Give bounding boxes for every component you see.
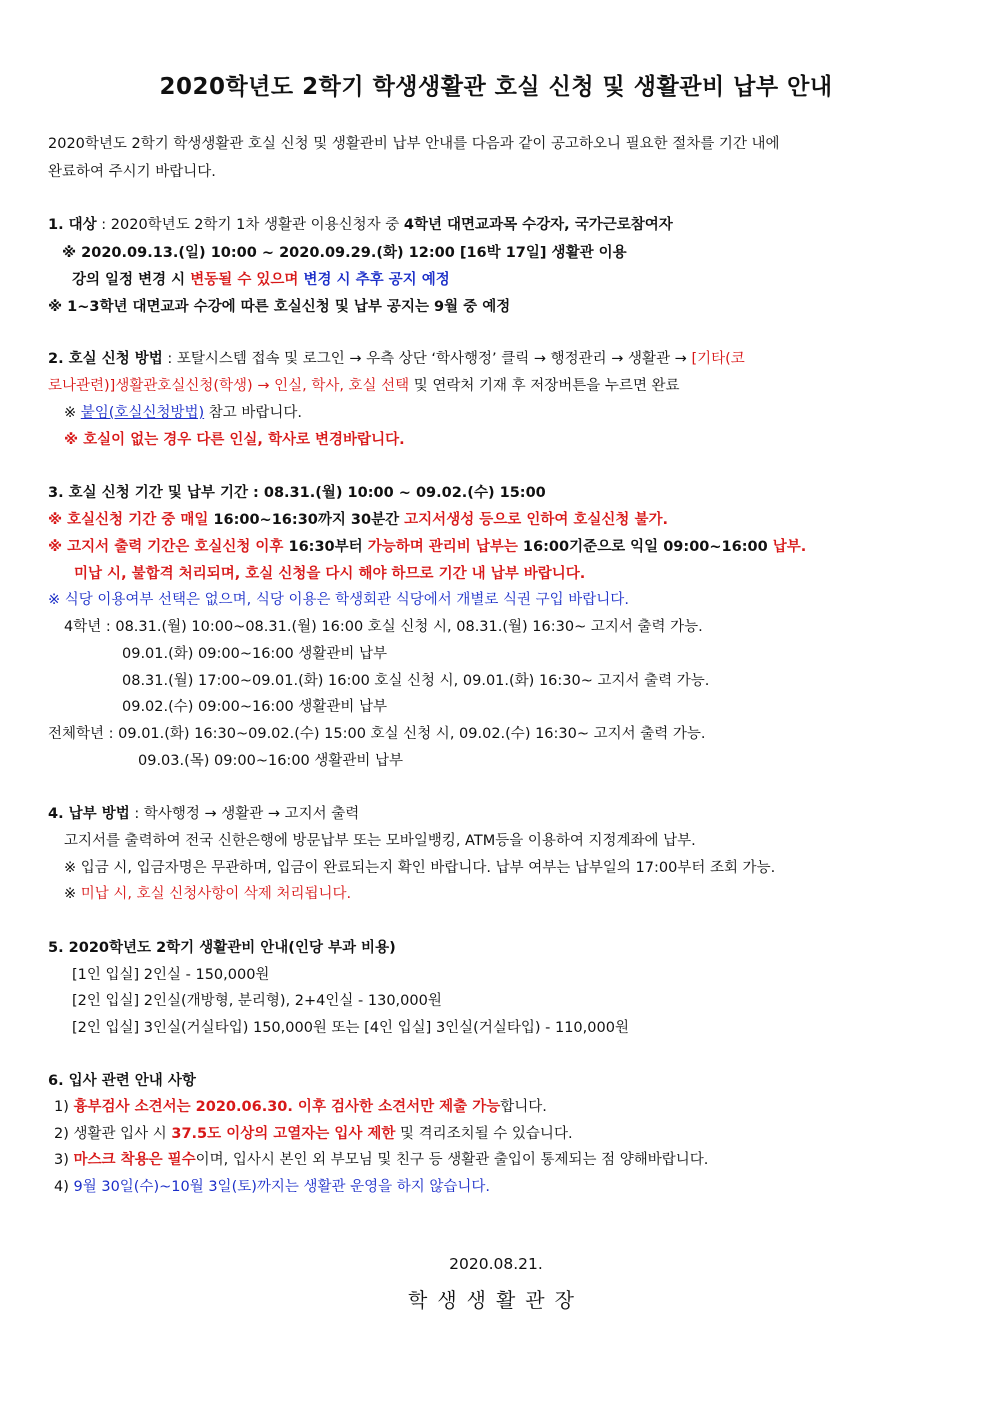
notice-item-4 [54,1177,490,1197]
section-4-warning: 미납 시, 호실 신청사항이 삭제 처리됩니다. [80,886,352,902]
fee-row-2: [2인 입실] 2인실(개방형, 분리형), 2+4인실 - 130,000원 [72,993,442,1009]
item-4-blue: 9월 30일(수)~10월 3일(토)까지는 생활관 운영을 하지 않습니다. [73,1179,491,1195]
section-2-menu-red: [기타(코 [691,351,745,367]
section-4-heading: 4. 납부 방법 [48,806,130,822]
rule-1-c: 고지서생성 등으로 인하여 호실신청 불가. [399,512,668,528]
section-2-reference [64,403,302,423]
rule-1-a: ※ 호실신청 기간 중 매일 [48,512,214,528]
item-4-number: 4) [54,1179,74,1195]
notice-item-1 [54,1097,547,1117]
notice-item-3 [54,1150,708,1170]
section-2-warning: ※ 호실이 없는 경우 다른 인실, 학사로 변경바랍니다. [64,432,405,448]
item-3-red: 마스크 착용은 필수 [73,1152,196,1168]
section-6-heading: 6. 입사 관련 안내 사항 [48,1073,196,1089]
change-red-text: 변동될 수 있으며 [190,272,304,288]
grade4-schedule-1: 4학년 : 08.31.(월) 10:00~08.31.(월) 16:00 호실 신청 시, 08.31.(월) 16:30~ 고지서 출력 가능. [64,619,703,635]
item-1-tail: 합니다. [500,1099,547,1115]
rule-2-deadline: 16:00기준으로 익일 09:00~16:00 [522,539,768,555]
section-1-target [48,215,673,235]
warning-mark: ※ [64,886,81,902]
rule-2-a: ※ 고지서 출력 기간은 호실신청 이후 [48,539,289,555]
section-1-note: ※ 1~3학년 대면교과 수강에 따른 호실신청 및 납부 공지는 9월 중 예정 [48,299,511,315]
section-2-line-1 [48,349,745,369]
item-2-red: 37.5도 이상의 고열자는 입사 제한 [171,1126,396,1142]
section-3-rule-3: 미납 시, 불합격 처리되며, 호실 신청을 다시 해야 하므로 기간 내 납부 바랍니다. [74,566,586,582]
item-3-tail: 이며, 입사시 본인 외 부모님 및 친구 등 생활관 출입이 통제되는 점 양해바랍니다. [195,1152,709,1168]
section-1-change-notice [72,270,450,290]
grade4-schedule-2: 09.01.(화) 09:00~16:00 생활관비 납부 [122,646,388,662]
section-3-heading: 3. 호실 신청 기간 및 납부 기간 : 08.31.(월) 10:00 ~ 09.02.(수) 15:00 [48,485,546,501]
rule-2-e: 납부. [767,539,807,555]
item-2-text: 2) 생활관 입사 시 [54,1126,172,1142]
page-title: 2020학년도 2학기 학생생활관 호실 신청 및 생활관비 납부 안내 [159,74,833,100]
notice-date: 2020.08.21. [449,1255,543,1273]
section-2-steps: : 포탈시스템 접속 및 로그인 → 우측 상단 ‘학사행정’ 클릭 → 행정관리 → 생활관 → [162,351,692,367]
intro-line-1: 2020학년도 2학기 학생생활관 호실 신청 및 생활관비 납부 안내를 다음과 같이 공고하오니 필요한 절차를 기간 내에 [48,136,780,152]
rule-2-c: 가능하며 관리비 납부는 [362,539,523,555]
fee-row-1: [1인 입실] 2인실 - 150,000원 [72,967,270,983]
intro-line-2: 완료하여 주시기 바랍니다. [48,164,216,180]
item-1-red: 흉부검사 소견서는 2020.06.30. 이후 검사한 소견서만 제출 가능 [73,1099,501,1115]
issuer-signature: 학생생활관장 [408,1288,584,1312]
section-4-line-3: ※ 입금 시, 입금자명은 무관하며, 입금이 완료되는지 확인 바랍니다. 납부 여부는 납부일의 17:00부터 조회 가능. [64,860,776,876]
section-4-line-2: 고지서를 출력하여 전국 신한은행에 방문납부 또는 모바일뱅킹, ATM등을 이용하여 지정계좌에 납부. [64,833,696,849]
rule-1-time: 16:00~16:30까지 30분간 [213,512,400,528]
rule-2-time: 16:30부터 [288,539,363,555]
item-1-number: 1) [54,1099,74,1115]
section-4-line-4 [64,884,351,904]
all-grades-schedule-2: 09.03.(목) 09:00~16:00 생활관비 납부 [138,753,404,769]
section-1-text: : 2020학년도 2학기 1차 생활관 이용신청자 중 [96,217,404,233]
section-3-rule-2 [48,537,806,557]
grade4-schedule-3: 08.31.(월) 17:00~09.01.(화) 16:00 호실 신청 시, 09.01.(화) 16:30~ 고지서 출력 가능. [122,673,710,689]
section-3-rule-1 [48,510,668,530]
notice-item-2 [54,1124,573,1144]
section-2-menu-red-2: 로나관련)]생활관호실신청(학생) → 인실, 학사, 호실 선택 [48,378,410,394]
attachment-link[interactable]: 붙임(호실신청방법) [80,405,205,421]
section-3-cafeteria-note: ※ 식당 이용여부 선택은 없으며, 식당 이용은 학생회관 식당에서 개별로 식권 구입 바랍니다. [48,592,629,608]
change-blue-text: 변경 시 추후 공지 예정 [303,272,450,288]
section-1-target-group: 4학년 대면교과목 수강자, 국가근로참여자 [403,217,673,233]
section-1-period: ※ 2020.09.13.(일) 10:00 ~ 2020.09.29.(화) 12:00 [16박 17일] 생활관 이용 [62,245,627,261]
section-1-heading: 1. 대상 [48,217,97,233]
all-grades-schedule-1: 전체학년 : 09.01.(화) 16:30~09.02.(수) 15:00 호실 신청 시, 09.02.(수) 16:30~ 고지서 출력 가능. [48,726,706,742]
item-2-tail: 및 격리조치될 수 있습니다. [395,1126,573,1142]
section-2-heading: 2. 호실 신청 방법 [48,351,163,367]
grade4-schedule-4: 09.02.(수) 09:00~16:00 생활관비 납부 [122,699,388,715]
section-4-steps: : 학사행정 → 생활관 → 고지서 출력 [129,806,360,822]
section-2-steps-tail: 및 연락처 기재 후 저장버튼을 누르면 완료 [409,378,680,394]
section-5-heading: 5. 2020학년도 2학기 생활관비 안내(인당 부과 비용) [48,940,396,956]
reference-tail: 참고 바랍니다. [204,405,303,421]
section-2-line-2 [48,376,680,396]
fee-row-3: [2인 입실] 3인실(거실타입) 150,000원 또는 [4인 입실] 3인실(거실타입) - 110,000원 [72,1020,629,1036]
change-text: 강의 일정 변경 시 [72,272,191,288]
item-3-number: 3) [54,1152,74,1168]
section-4-line-1 [48,804,359,824]
reference-mark: ※ [64,405,81,421]
